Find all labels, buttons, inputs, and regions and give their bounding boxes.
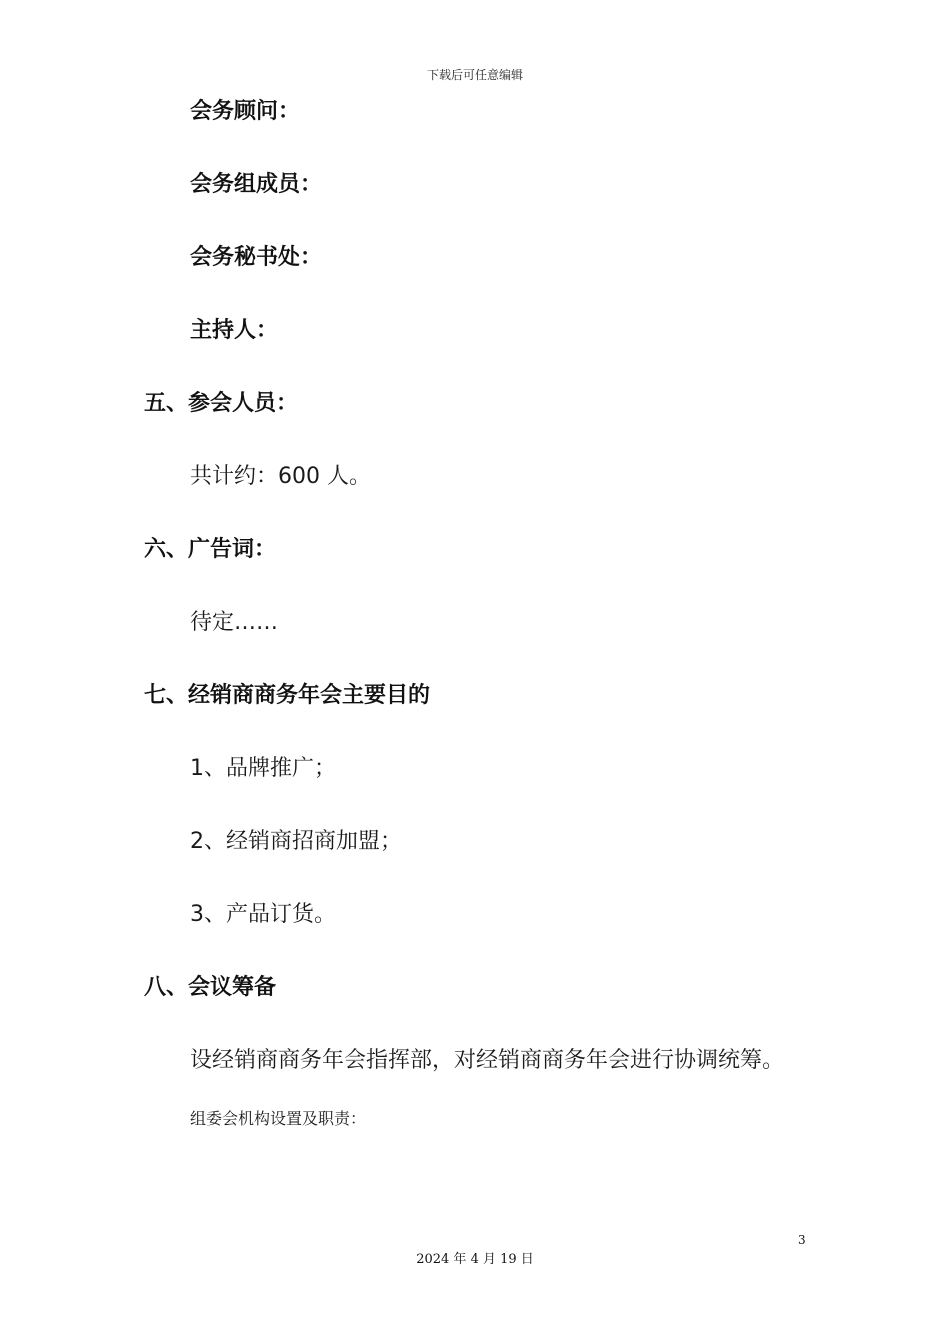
section-five-heading: 五、参会人员： <box>144 391 299 416</box>
section-seven-heading: 七、经销商商务年会主要目的 <box>144 683 431 708</box>
committee-setup-text: 组委会机构设置及职责： <box>190 1109 367 1128</box>
meeting-advisor-label: 会务顾问： <box>190 99 301 124</box>
attendee-count-text: 共计约：600 人。 <box>190 464 371 489</box>
section-eight-heading: 八、会议筹备 <box>144 975 277 1000</box>
page-number: 3 <box>798 1233 806 1247</box>
page-header: 下载后可任意编辑 <box>426 68 523 82</box>
purpose-item-3: 3、产品订货。 <box>190 902 336 927</box>
section-six-heading: 六、广告词： <box>144 537 277 562</box>
preparation-text: 设经销商商务年会指挥部，对经销商商务年会进行协调统筹。 <box>190 1048 785 1073</box>
meeting-secretariat-label: 会务秘书处： <box>190 245 323 270</box>
slogan-text: 待定…… <box>190 610 279 635</box>
meeting-team-label: 会务组成员： <box>190 172 323 197</box>
purpose-item-2: 2、经销商招商加盟； <box>190 829 402 854</box>
purpose-item-1: 1、品牌推广； <box>190 756 336 781</box>
host-label: 主持人： <box>190 318 279 343</box>
page-footer-date: 2024 年 4 月 19 日 <box>416 1252 534 1267</box>
